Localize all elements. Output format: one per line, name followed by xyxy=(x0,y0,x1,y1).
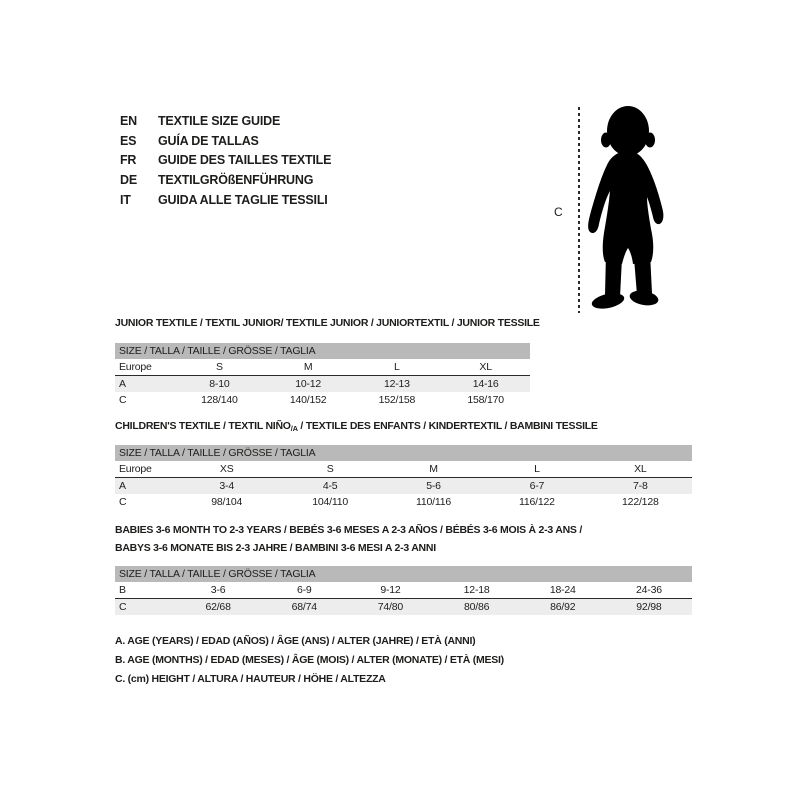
babies-row-months xyxy=(115,582,692,599)
row-label: C xyxy=(119,601,127,613)
size-cell: S xyxy=(326,463,334,475)
size-cell: L xyxy=(394,361,400,373)
lang-row-fr xyxy=(120,151,331,171)
lang-title-it: GUIDA ALLE TAGLIE TESSILI xyxy=(158,192,328,207)
childrens-row-age xyxy=(115,478,692,494)
lang-code-de: DE xyxy=(120,173,137,188)
row-label: Europe xyxy=(119,361,152,373)
row-label: C xyxy=(119,496,127,508)
size-cell: 4-5 xyxy=(322,480,338,492)
size-cell: XL xyxy=(479,361,492,373)
size-cell: M xyxy=(429,463,438,475)
size-cell: 104/110 xyxy=(312,496,348,508)
junior-row-europe xyxy=(115,359,530,376)
size-cell: 5-6 xyxy=(426,480,441,492)
row-label: A xyxy=(119,378,126,390)
size-cell: 80/86 xyxy=(463,601,490,613)
size-cell: M xyxy=(303,361,313,373)
childrens-table-title xyxy=(115,419,598,436)
childrens-size-table xyxy=(115,445,692,510)
lang-code-fr: FR xyxy=(120,153,137,168)
size-cell: 12-18 xyxy=(463,584,490,596)
size-cell: 3-6 xyxy=(210,584,226,596)
childrens-row-europe xyxy=(115,461,692,478)
lang-row-en xyxy=(120,112,331,132)
legend-footnotes xyxy=(115,632,504,689)
size-cell: 3-4 xyxy=(219,480,234,492)
height-measure-label: C xyxy=(554,205,563,219)
junior-size-table xyxy=(115,343,530,408)
childrens-row-height xyxy=(115,494,692,510)
babies-row-height xyxy=(115,599,692,615)
size-cell: 122/128 xyxy=(622,496,659,508)
size-cell: 116/122 xyxy=(519,496,555,508)
size-cell: 152/158 xyxy=(378,394,416,406)
lang-title-fr: GUIDE DES TAILLES TEXTILE xyxy=(158,153,332,168)
junior-row-height xyxy=(115,392,530,408)
lang-code-es: ES xyxy=(120,133,137,148)
childrens-size-header-bar: SIZE / TALLA / TAILLE / GRÖSSE / TAGLIA xyxy=(115,445,692,461)
size-cell: 98/104 xyxy=(211,496,243,508)
size-cell: 8-10 xyxy=(209,378,230,390)
language-title-list xyxy=(120,112,331,211)
size-cell: 10-12 xyxy=(295,378,322,390)
size-cell: 24-36 xyxy=(636,584,662,596)
size-cell: 128/140 xyxy=(201,394,238,406)
footnote-b: B. AGE (MONTHS) / EDAD (MESES) / ÂGE (MOIS) / ALTER (MONATE) / ETÀ (MESI) xyxy=(115,654,504,666)
lang-title-es: GUÍA DE TALLAS xyxy=(158,133,259,148)
row-label: C xyxy=(119,394,127,406)
lang-title-en: TEXTILE SIZE GUIDE xyxy=(158,114,281,128)
row-label: Europe xyxy=(119,463,152,475)
size-cell: 18-24 xyxy=(549,584,576,596)
size-cell: L xyxy=(534,463,540,475)
row-label: B xyxy=(119,584,126,596)
babies-title-line2: BABYS 3-6 MONATE BIS 2-3 JAHRE / BAMBINI 3-6 MESI A 2-3 ANNI xyxy=(115,542,436,554)
lang-code-en: EN xyxy=(120,114,137,128)
lang-row-de xyxy=(120,171,331,191)
size-cell: 158/170 xyxy=(467,394,504,406)
childrens-title-pre: CHILDREN'S TEXTILE / TEXTIL NIÑO xyxy=(115,420,291,432)
childrens-title-post: / TEXTILE DES ENFANTS / KINDERTEXTIL / BAMBINI TESSILE xyxy=(297,420,598,432)
size-cell: 7-8 xyxy=(633,480,648,492)
lang-title-de: TEXTILGRÖßENFÜHRUNG xyxy=(158,173,314,188)
size-cell: 62/68 xyxy=(205,601,231,613)
childrens-title-subscript: /A xyxy=(290,424,298,433)
size-cell: S xyxy=(215,361,223,373)
footnote-c: C. (cm) HEIGHT / ALTURA / HAUTEUR / HÖHE / ALTEZZA xyxy=(115,673,386,685)
size-cell: XS xyxy=(219,463,234,475)
lang-row-es xyxy=(120,132,331,152)
footnote-a: A. AGE (YEARS) / EDAD (AÑOS) / ÂGE (ANS) / ALTER (JAHRE) / ETÀ (ANNI) xyxy=(115,635,476,647)
size-cell: 6-7 xyxy=(529,480,545,492)
size-cell: 14-16 xyxy=(472,378,499,390)
size-cell: 9-12 xyxy=(380,584,401,596)
size-cell: XL xyxy=(634,463,647,475)
size-cell: 74/80 xyxy=(377,601,404,613)
lang-row-it xyxy=(120,191,331,211)
size-cell: 110/116 xyxy=(416,496,452,508)
babies-size-table xyxy=(115,566,692,615)
size-cell: 86/92 xyxy=(550,601,576,613)
size-cell: 92/98 xyxy=(636,601,662,613)
height-measure-dashed-line xyxy=(578,107,580,313)
size-cell: 6-9 xyxy=(296,584,312,596)
babies-title-line1: BABIES 3-6 MONTH TO 2-3 YEARS / BEBÉS 3-6 MESES A 2-3 AÑOS / BÉBÉS 3-6 MOIS À 2-3 ANS / xyxy=(115,524,583,536)
babies-table-title xyxy=(115,521,715,557)
junior-row-age xyxy=(115,376,530,392)
baby-silhouette-image xyxy=(584,105,672,311)
junior-table-title: JUNIOR TEXTILE / TEXTIL JUNIOR/ TEXTILE JUNIOR / JUNIORTEXTIL / JUNIOR TESSILE xyxy=(115,317,540,329)
lang-code-it: IT xyxy=(120,192,131,207)
size-cell: 140/152 xyxy=(289,394,327,406)
size-cell: 68/74 xyxy=(291,601,317,613)
babies-size-header-bar: SIZE / TALLA / TAILLE / GRÖSSE / TAGLIA xyxy=(115,566,692,582)
junior-size-header-bar: SIZE / TALLA / TAILLE / GRÖSSE / TAGLIA xyxy=(115,343,530,359)
size-cell: 12-13 xyxy=(383,378,410,390)
row-label: A xyxy=(119,480,126,492)
